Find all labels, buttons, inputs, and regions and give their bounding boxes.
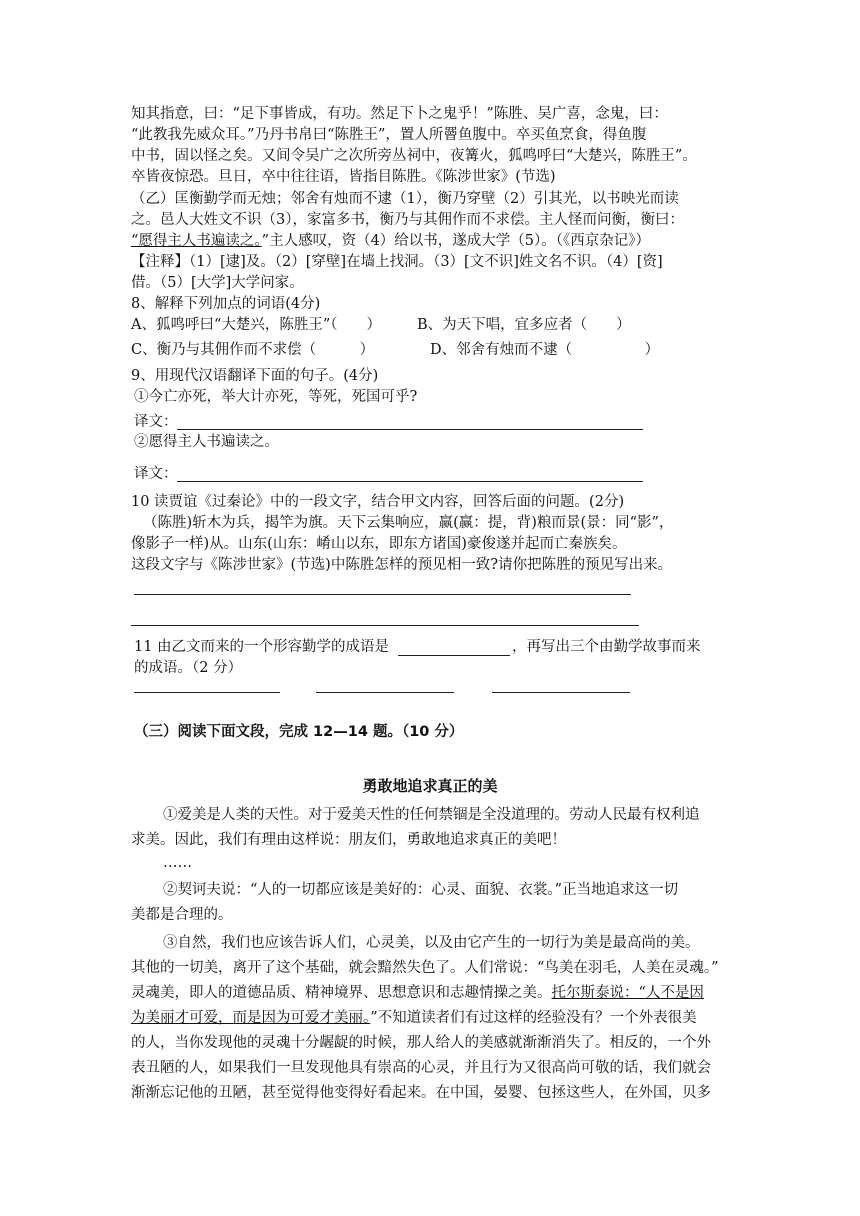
q11-line-2: 的成语。（2 分） — [134, 660, 243, 676]
q8-option-a: A、狐鸣呼曰“大楚兴，陈胜王”（ ） — [131, 317, 382, 333]
essay-line: ②契诃夫说：“人的一切都应该是美好的：心灵、面貌、衣裳。”正当地追求这一切 — [163, 882, 679, 898]
passage-jia-line: 卒皆夜惊恐。旦日，卒中往往语，皆指目陈胜。《陈涉世家》(节选) — [131, 169, 556, 185]
section-3-heading: （三）阅读下面文段，完成 12—14 题。（10 分） — [134, 724, 464, 740]
passage-yi-line: （乙）匡衡勤学而无烛；邻舍有烛而不逮（1），衡乃穿壁（2）引其光，以书映光而读 — [131, 191, 679, 207]
q10-question: 这段文字与《陈涉世家》(节选)中陈胜怎样的预见相一致?请你把陈胜的预见写出来。 — [131, 557, 673, 573]
q8-option-d: D、邻舍有烛而不逮（ ） — [430, 342, 660, 358]
q8-stem: 8、解释下列加点的词语(4分) — [131, 296, 321, 312]
q11-line-1b: ，再写出三个由勤学故事而来 — [512, 639, 701, 655]
translation-label: 译文： — [134, 414, 178, 430]
tolstoy-quote: 托尔斯泰说：“人不是因 — [551, 985, 704, 1001]
answer-line[interactable] — [177, 429, 643, 430]
idiom-answer-blank[interactable] — [492, 692, 630, 693]
answer-line[interactable] — [134, 594, 631, 595]
essay-line: 表丑陋的人，如果我们一旦发现他具有崇高的心灵，并且行为又很高尚可敬的话，我们就会 — [131, 1060, 711, 1076]
idiom-answer-blank[interactable] — [316, 692, 454, 693]
notes-line: 【注释】（1）[逮]及。（2）[穿壁]在墙上找洞。（3）[文不识]姓文名不识。（4）[资] — [131, 254, 663, 270]
essay-line — [131, 1008, 697, 1028]
q8-option-b: B、为天下唱，宜多应者（ ） — [417, 317, 631, 333]
passage-jia-line: 知其指意，曰：“足下事皆成，有功。然足下卜之鬼乎！”陈胜、吴广喜，念鬼，曰： — [131, 106, 668, 122]
answer-line[interactable] — [131, 625, 639, 626]
passage-jia-line: 中书，固以怪之矣。又间令吴广之次所旁丛祠中，夜篝火，狐鸣呼曰“大楚兴，陈胜王”。 — [131, 148, 697, 164]
essay-line: ③自然，我们也应该告诉人们，心灵美，以及由它产生的一切行为美是最高尚的美。 — [163, 935, 700, 951]
q9-sentence-2: ②愿得主人书遍读之。 — [134, 434, 279, 450]
answer-line[interactable] — [177, 481, 643, 482]
q9-stem: 9、用现代汉语翻译下面的句子。(4分) — [131, 368, 379, 384]
underlined-quote: “愿得主人书遍读之。 — [131, 233, 262, 249]
q11-line-1a: 11 由乙文而来的一个形容勤学的成语是 — [134, 639, 390, 655]
essay-line: 美都是合理的。 — [131, 907, 233, 923]
notes-line: 借。（5）[大学]大学问家。 — [131, 275, 304, 291]
essay-title: 勇敢地追求真正的美 — [362, 777, 498, 795]
essay-line — [131, 983, 704, 1003]
q10-quote-line: 像影子一样)从。山东(山东：崤山以东，即东方诸国)豪俊遂并起而亡秦族矣。 — [131, 536, 627, 552]
tolstoy-quote: 为美丽才可爱，而是因为可爱才美丽。 — [131, 1010, 371, 1026]
idiom-blank[interactable] — [398, 655, 510, 656]
passage-yi-line: 之。邑人大姓文不识（3），家富多书，衡乃与其佣作而不求偿。主人怪而问衡，衡曰： — [131, 212, 684, 228]
passage-jia-line: “此教我先威众耳。”乃丹书帛曰“陈胜王”，置人所罾鱼腹中。卒买鱼烹食，得鱼腹 — [131, 127, 647, 143]
essay-text: ”不知道读者们有过这样的经验没有？一个外表很美 — [370, 1010, 697, 1026]
essay-line: 其他的一切美，离开了这个基础，就会黯然失色了。人们常说：“鸟美在羽毛，人美在灵魂。” — [131, 960, 719, 976]
essay-line: 的人，当你发现他的灵魂十分龌龊的时候，那人给人的美感就渐渐消失了。相反的，一个外 — [131, 1035, 711, 1051]
q10-quote-line: （陈胜)斩木为兵，揭竿为旗。天下云集响应，赢(赢：提，背)粮而景(景：同“影”， — [143, 515, 674, 531]
essay-ellipsis: …… — [163, 855, 192, 871]
idiom-answer-blank[interactable] — [134, 692, 280, 693]
q8-option-c: C、衡乃与其佣作而不求偿（ ） — [131, 342, 375, 358]
passage-yi-line — [131, 231, 650, 251]
passage-yi-rest: ”主人感叹，资（4）给以书，遂成大学（5）。（《西京杂记》） — [261, 233, 651, 249]
essay-line: ①爱美是人类的天性。对于爱美天性的任何禁锢是全没道理的。劳动人民最有权利追 — [163, 807, 700, 823]
q10-stem: 10 读贾谊《过秦论》中的一段文字，结合甲文内容，回答后面的问题。(2分) — [131, 494, 625, 510]
essay-text: 灵魂美，即人的道德品质、精神境界、思想意识和志趣情操之美。 — [131, 985, 552, 1001]
q9-sentence-1: ①今亡亦死，举大计亦死，等死，死国可乎? — [134, 389, 418, 405]
translation-label: 译文： — [134, 466, 178, 482]
essay-line: 求美。因此，我们有理由这样说：朋友们，勇敢地追求真正的美吧！ — [131, 832, 566, 848]
essay-line: 渐渐忘记他的丑陋，甚至觉得他变得好看起来。在中国，晏婴、包拯这些人，在外国，贝多 — [131, 1085, 711, 1101]
